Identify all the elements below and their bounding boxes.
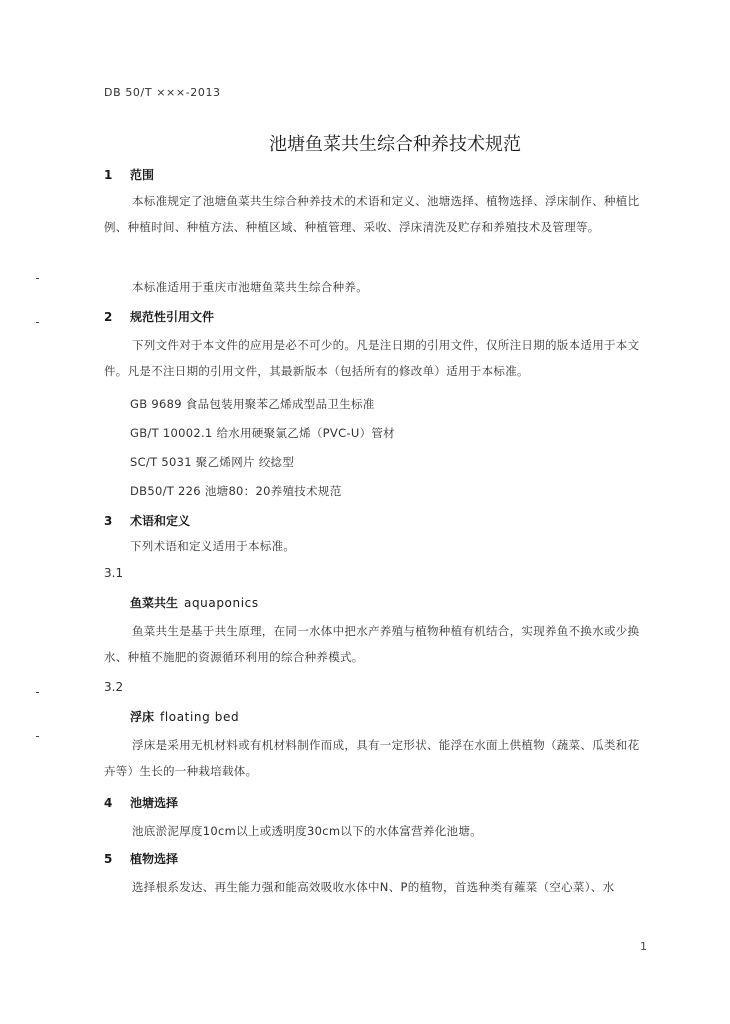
section-3-number: 3 <box>104 514 113 528</box>
term-2-heading <box>130 708 239 725</box>
margin-mark <box>36 322 39 323</box>
document-code: DB 50/T ×××-2013 <box>104 86 221 99</box>
term-1-definition: 鱼菜共生是基于共生原理，在同一水体中把水产养殖与植物种植有机结合，实现养鱼不换水或少换水、种植不施肥的资源循环利用的综合种养模式。 <box>104 624 640 664</box>
term-1-heading <box>130 594 259 611</box>
section-3-heading <box>104 512 190 529</box>
section-4-paragraph: 池底淤泥厚度10cm以上或透明度30cm以下的水体富营养化池塘。 <box>132 824 482 838</box>
section-3-intro: 下列术语和定义适用于本标准。 <box>130 539 296 553</box>
section-4-title: 池塘选择 <box>130 796 179 810</box>
section-3-title: 术语和定义 <box>130 514 191 528</box>
section-1-number: 1 <box>104 168 113 182</box>
reference-item: DB50/T 226 池塘80：20养殖技术规范 <box>130 484 342 498</box>
section-2-paragraph: 下列文件对于本文件的应用是必不可少的。凡是注日期的引用文件，仅所注日期的版本适用于本文件。凡是不注日期的引用文件，其最新版本（包括所有的修改单）适用于本标准。 <box>104 338 640 378</box>
margin-mark <box>36 736 39 737</box>
term-1-english: aquaponics <box>184 596 259 610</box>
term-1-number: 3.1 <box>104 566 124 580</box>
section-5-title: 植物选择 <box>130 852 179 866</box>
term-2-definition: 浮床是采用无机材料或有机材料制作而成，具有一定形状、能浮在水面上供植物（蔬菜、瓜类和花卉等）生长的一种栽培载体。 <box>104 738 640 778</box>
section-1-heading <box>104 166 154 183</box>
section-5-heading <box>104 850 178 867</box>
document-title: 池塘鱼菜共生综合种养技术规范 <box>269 134 521 155</box>
section-1-paragraph: 本标准规定了池塘鱼菜共生综合种养技术的术语和定义、池塘选择、植物选择、浮床制作、种植比例、种植时间、种植方法、种植区域、种植管理、采收、浮床清洗及贮存和养殖技术及管理等。 <box>104 194 640 234</box>
section-1-scope: 本标准适用于重庆市池塘鱼菜共生综合种养。 <box>132 280 368 294</box>
section-4-heading <box>104 794 178 811</box>
section-4-number: 4 <box>104 796 113 810</box>
term-2-name: 浮床 <box>130 710 155 724</box>
page-number: 1 <box>640 940 647 953</box>
section-2-number: 2 <box>104 310 113 324</box>
margin-mark <box>36 278 39 279</box>
section-5-paragraph: 选择根系发达、再生能力强和能高效吸收水体中N、P的植物，首选种类有蕹菜（空心菜）、水 <box>132 880 615 894</box>
section-2-heading <box>104 308 214 325</box>
section-2-title: 规范性引用文件 <box>130 310 215 324</box>
section-1-title: 范围 <box>130 168 155 182</box>
section-5-number: 5 <box>104 852 113 866</box>
term-1-name: 鱼菜共生 <box>130 596 179 610</box>
reference-item: GB/T 10002.1 给水用硬聚氯乙烯（PVC-U）管材 <box>130 426 395 440</box>
term-2-english: floating bed <box>160 710 240 724</box>
reference-item: GB 9689 食品包装用聚苯乙烯成型品卫生标准 <box>130 397 375 411</box>
term-2-number: 3.2 <box>104 680 124 694</box>
reference-item: SC/T 5031 聚乙烯网片 绞捻型 <box>130 455 295 469</box>
margin-mark <box>36 692 39 693</box>
